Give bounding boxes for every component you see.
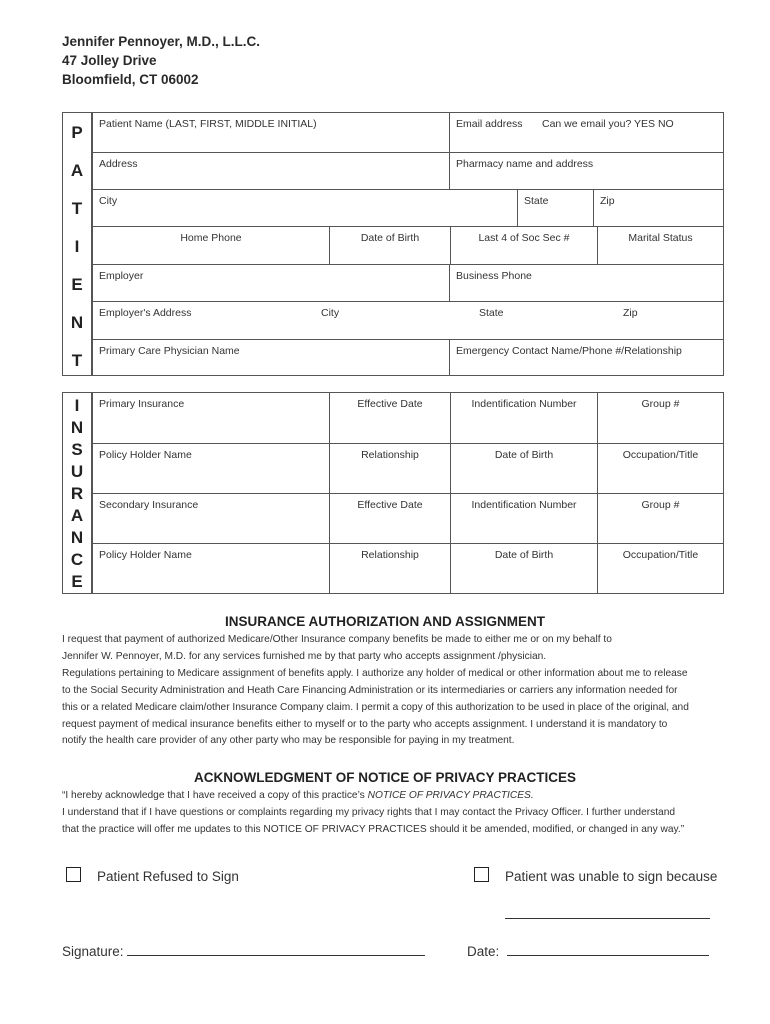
group-number-field[interactable] [597, 494, 723, 544]
privacy-line-italic: NOTICE OF PRIVACY PRACTICES. [367, 790, 534, 801]
insurance-row [93, 493, 723, 544]
patient-row-employer-address [93, 301, 723, 340]
practice-address-line2: Bloomfield, CT 06002 [62, 72, 199, 87]
insurance-cell-label: Occupation/Title [622, 549, 699, 561]
date-line[interactable] [507, 955, 709, 956]
effective-date-field[interactable] [329, 494, 450, 544]
side-letter: N [70, 418, 84, 437]
email-label: Email address [456, 118, 523, 130]
business-phone-field[interactable] [449, 265, 723, 302]
pharmacy-label: Pharmacy name and address [456, 158, 594, 170]
insurance-cell-label: Policy Holder Name [99, 449, 192, 461]
secondary-insurance-field[interactable] [93, 494, 329, 544]
marital-status-label: Marital Status [628, 232, 693, 244]
insurance-row [93, 443, 723, 494]
authorization-line: I request that payment of authorized Medicare/Other Insurance company benefits be made to either me or on my behalf to [62, 634, 612, 645]
employer-address-field[interactable] [93, 302, 723, 340]
refused-to-sign-label: Patient Refused to Sign [97, 869, 239, 884]
home-phone-field[interactable] [93, 227, 329, 265]
side-letter: C [70, 550, 84, 569]
emergency-contact-field[interactable] [449, 340, 723, 376]
insurance-cell-label: Effective Date [357, 398, 423, 410]
employer-state-label: State [479, 307, 504, 319]
insurance-cell-label: Policy Holder Name [99, 549, 192, 561]
insurance-side-label [62, 392, 92, 594]
side-letter: T [71, 351, 83, 370]
side-letter: U [70, 462, 84, 481]
employer-field[interactable] [93, 265, 449, 302]
email-field[interactable] [449, 113, 723, 152]
group-number-field[interactable] [597, 393, 723, 443]
insurance-row [93, 393, 723, 443]
ssn-field[interactable] [450, 227, 597, 265]
patient-row-phone [93, 226, 723, 265]
side-letter: R [70, 484, 84, 503]
employer-label: Employer [99, 270, 144, 282]
emergency-contact-label: Emergency Contact Name/Phone #/Relationship [456, 345, 682, 357]
authorization-line: Jennifer W. Pennoyer, M.D. for any services furnished me by that party who accepts assignment /physician. [62, 650, 547, 662]
patient-info-grid [92, 112, 724, 376]
policy-holder-field[interactable] [93, 544, 329, 594]
insurance-cell-label: Date of Birth [494, 549, 554, 561]
side-letter: N [70, 313, 84, 332]
insurance-cell-label: Group # [641, 499, 680, 511]
unable-to-sign-checkbox[interactable] [474, 867, 489, 882]
authorization-title: INSURANCE AUTHORIZATION AND ASSIGNMENT [225, 614, 545, 629]
city-label: City [99, 195, 118, 207]
policy-holder-field[interactable] [93, 444, 329, 494]
authorization-line: Regulations pertaining to Medicare assignment of benefits apply. I authorize any holder of medical or other information about me to release [62, 667, 688, 679]
business-phone-label: Business Phone [456, 270, 532, 282]
date-label: Date: [467, 944, 500, 959]
side-letter: A [70, 506, 84, 525]
side-letter: N [70, 528, 84, 547]
patient-row-pcp [93, 339, 723, 376]
insurance-cell-label: Effective Date [357, 499, 423, 511]
side-letter: P [71, 123, 83, 142]
side-letter: I [74, 396, 80, 415]
patient-row-city [93, 189, 723, 227]
insurance-cell-label: Relationship [361, 449, 419, 461]
pcp-label: Primary Care Physician Name [99, 345, 240, 357]
relationship-field[interactable] [329, 544, 450, 594]
practice-address-line1: 47 Jolley Drive [62, 53, 157, 68]
privacy-line [62, 788, 727, 805]
occupation-field[interactable] [597, 444, 723, 494]
patient-row-employer [93, 264, 723, 302]
side-letter: A [70, 161, 84, 180]
side-letter: E [71, 275, 83, 294]
authorization-line: request payment of medical insurance benefits either to myself or to the party who accepts assignment. I understand it is mandatory to [62, 718, 668, 730]
insurance-cell-label: Relationship [361, 549, 419, 561]
zip-label: Zip [600, 195, 615, 207]
privacy-title: ACKNOWLEDGMENT OF NOTICE OF PRIVACY PRACTICES [193, 770, 576, 785]
signature-line[interactable] [127, 955, 425, 956]
insurance-cell-label: Indentification Number [471, 398, 577, 410]
marital-status-field[interactable] [597, 227, 723, 265]
side-letter: S [71, 440, 83, 459]
patient-name-label: Patient Name (LAST, FIRST, MIDDLE INITIAL) [99, 118, 317, 130]
privacy-line: that the practice will offer me updates to this NOTICE OF PRIVACY PRACTICES should it be amended, modified, or changed in any way.” [62, 823, 685, 835]
authorization-text [62, 632, 727, 750]
authorization-line: notify the health care provider of any other party who may be responsible for paying in my treatment. [62, 735, 515, 747]
insurance-row [93, 543, 723, 594]
side-letter: T [71, 199, 83, 218]
authorization-line: to the Social Security Administration and Heath Care Financing Administration or its intermediaries or carriers any information needed for [62, 684, 678, 696]
city-field[interactable] [93, 190, 517, 227]
patient-name-field[interactable] [93, 113, 449, 152]
state-field[interactable] [517, 190, 593, 227]
effective-date-field[interactable] [329, 393, 450, 443]
ssn-label: Last 4 of Soc Sec # [478, 232, 570, 244]
identification-number-field[interactable] [450, 494, 597, 544]
privacy-line: I understand that if I have questions or complaints regarding my privacy rights that I may contact the Privacy Officer. I further understand [62, 806, 676, 818]
unable-reason-line[interactable] [505, 918, 710, 919]
patient-row-name [93, 113, 723, 152]
patient-row-address [93, 152, 723, 190]
insurance-cell-label: Date of Birth [494, 449, 554, 461]
insurance-cell-label: Occupation/Title [622, 449, 699, 461]
refused-to-sign-checkbox[interactable] [66, 867, 81, 882]
insurance-cell-label: Secondary Insurance [99, 499, 199, 511]
insurance-cell-label: Indentification Number [471, 499, 577, 511]
holder-dob-field[interactable] [450, 444, 597, 494]
employer-city-label: City [321, 307, 340, 319]
insurance-info-grid [92, 392, 724, 594]
state-label: State [524, 195, 549, 207]
authorization-line: this or a related Medicare claim/other Insurance Company claim. I permit a copy of this authorization to be used in place of the original, and [62, 701, 689, 713]
pharmacy-field[interactable] [449, 153, 723, 190]
signature-label: Signature: [62, 944, 124, 959]
primary-insurance-field[interactable] [93, 393, 329, 443]
dob-field[interactable] [329, 227, 450, 265]
email-consent-label: Can we email you? YES NO [542, 118, 674, 130]
address-field[interactable] [93, 153, 449, 190]
identification-number-field[interactable] [450, 393, 597, 443]
practice-name: Jennifer Pennoyer, M.D., L.L.C. [62, 34, 261, 49]
holder-dob-field[interactable] [450, 544, 597, 594]
employer-address-label: Employer's Address [99, 307, 192, 319]
zip-field[interactable] [593, 190, 723, 227]
practice-header [62, 32, 260, 89]
patient-side-label [62, 112, 92, 376]
insurance-cell-label: Group # [641, 398, 680, 410]
occupation-field[interactable] [597, 544, 723, 594]
insurance-cell-label: Primary Insurance [99, 398, 185, 410]
privacy-text [62, 788, 727, 839]
pcp-field[interactable] [93, 340, 449, 376]
relationship-field[interactable] [329, 444, 450, 494]
side-letter: I [74, 237, 80, 256]
side-letter: E [71, 572, 83, 591]
privacy-line-prefix: “I hereby acknowledge that I have received a copy of this practice’s [62, 790, 368, 801]
home-phone-label: Home Phone [180, 232, 242, 244]
employer-zip-label: Zip [623, 307, 638, 319]
unable-to-sign-label: Patient was unable to sign because [505, 869, 718, 884]
address-label: Address [99, 158, 138, 170]
dob-label: Date of Birth [360, 232, 420, 244]
